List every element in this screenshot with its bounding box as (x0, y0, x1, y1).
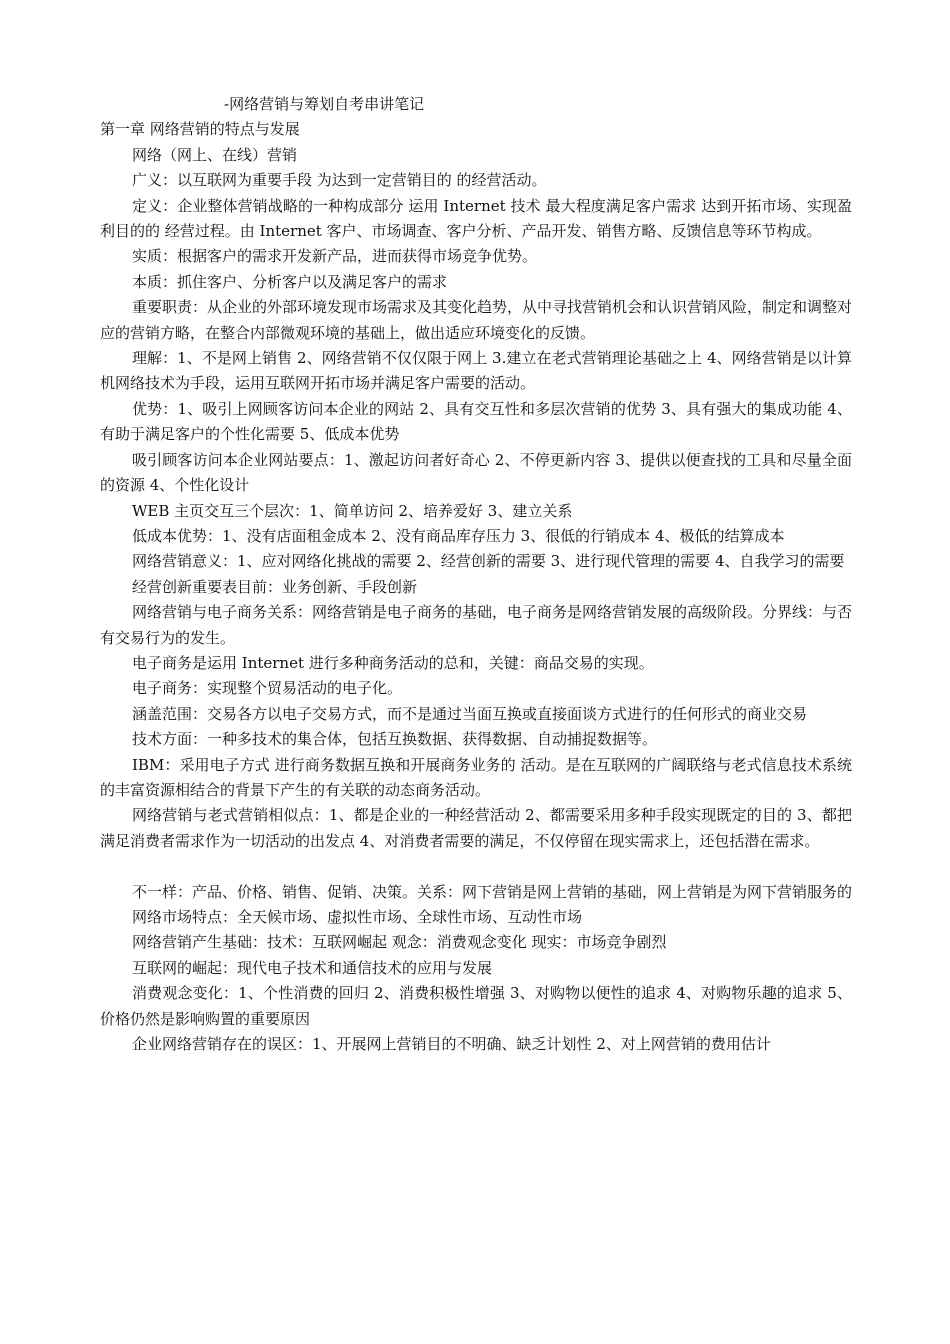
paragraph: 网络营销与电子商务关系：网络营销是电子商务的基础，电子商务是网络营销发展的高级阶段。分界线：与否有交易行为的发生。 (100, 603, 853, 647)
paragraph: 理解：1、不是网上销售 2、网络营销不仅仅限于网上 3.建立在老式营销理论基础之上 4、网络营销是以计算机网络技术为手段，运用互联网开拓市场并满足客户需要的活动。 (100, 349, 852, 393)
paragraph: 不一样：产品、价格、销售、促销、决策。关系：网下营销是网上营销的基础，网上营销是为网下营销服务的 (132, 882, 853, 901)
paragraph: 电子商务是运用 Internet 进行多种商务活动的总和，关键：商品交易的实现。 (132, 653, 654, 672)
paragraph: 经营创新重要表目前：业务创新、手段创新 (132, 577, 418, 596)
paragraph: 技术方面：一种多技术的集合体，包括互换数据、获得数据、自动捕捉数据等。 (132, 730, 658, 749)
paragraph: 网络营销意义：1、应对网络化挑战的需要 2、经营创新的需要 3、进行现代管理的需要 4、自我学习的需要 (132, 552, 845, 571)
paragraph: 互联网的崛起：现代电子技术和通信技术的应用与发展 (132, 958, 493, 977)
paragraph: 电子商务：实现整个贸易活动的电子化。 (132, 679, 403, 698)
paragraph: 吸引顾客访问本企业网站要点：1、激起访问者好奇心 2、不停更新内容 3、提供以便查找的工具和尽量全面的资源 4、个性化设计 (100, 450, 852, 495)
paragraph: 消费观念变化：1、个性消费的回归 2、消费积极性增强 3、对购物以便性的追求 4、对购物乐趣的追求 5、价格仍然是影响购置的重要原因 (100, 984, 852, 1028)
paragraph: 低成本优势：1、没有店面租金成本 2、没有商品库存压力 3、很低的行销成本 4、极低的结算成本 (132, 526, 785, 545)
paragraph: 广义：以互联网为重要手段 为达到一定营销目的 的经营活动。 (132, 171, 547, 190)
paragraph: 涵盖范围：交易各方以电子交易方式，而不是通过当面互换或直接面谈方式进行的任何形式的商业交易 (132, 704, 808, 723)
paragraph: 网络营销与老式营销相似点：1、都是企业的一种经营活动 2、都需要采用多种手段实现既定的目的 3、都把满足消费者需求作为一切活动的出发点 4、对消费者需要的满足，不仅停留在现实需求上，还包括潜在需求。 (100, 806, 852, 850)
paragraph: 网络营销产生基础：技术：互联网崛起 观念：消费观念变化 现实：市场竞争剧烈 (132, 933, 667, 952)
blank-line (100, 854, 852, 879)
document-body (100, 92, 852, 1057)
paragraph: 网络（网上、在线）营销 (132, 145, 298, 164)
paragraph: IBM：采用电子方式 进行商务数据互换和开展商务业务的 活动。是在互联网的广阔联络与老式信息技术系统的丰富资源相结合的背景下产生的有关联的动态商务活动。 (100, 755, 852, 799)
paragraph: 企业网络营销存在的误区：1、开展网上营销目的不明确、缺乏计划性 2、对上网营销的费用估计 (132, 1035, 771, 1054)
paragraph: 网络市场特点：全天候市场、虚拟性市场、全球性市场、互动性市场 (132, 907, 583, 926)
paragraph: 优势：1、吸引上网顾客访问本企业的网站 2、具有交互性和多层次营销的优势 3、具有强大的集成功能 4、有助于满足客户的个性化需要 5、低成本优势 (100, 399, 852, 444)
paragraph: 实质：根据客户的需求开发新产品，进而获得市场竞争优势。 (132, 247, 538, 266)
paragraph: 重要职责：从企业的外部环境发现市场需求及其变化趋势，从中寻找营销机会和认识营销风险，制定和调整对应的营销方略，在整合内部微观环境的基础上，做出适应环境变化的反馈。 (100, 298, 853, 342)
paragraph: 本质：抓住客户、分析客户以及满足客户的需求 (132, 272, 448, 291)
document-title: -网络营销与筹划自考串讲笔记 (224, 95, 425, 113)
paragraph: 定义：企业整体营销战略的一种构成部分 运用 Internet 技术 最大程度满足客户需求 达到开拓市场、实现盈利目的的 经营过程。由 Internet 客户、市场调查、客户分析、产品开发、销售方略、反馈信息等环节构成。 (100, 196, 852, 241)
paragraph: WEB 主页交互三个层次：1、简单访问 2、培养爱好 3、建立关系 (132, 501, 573, 520)
chapter-heading: 第一章 网络营销的特点与发展 (100, 120, 300, 139)
